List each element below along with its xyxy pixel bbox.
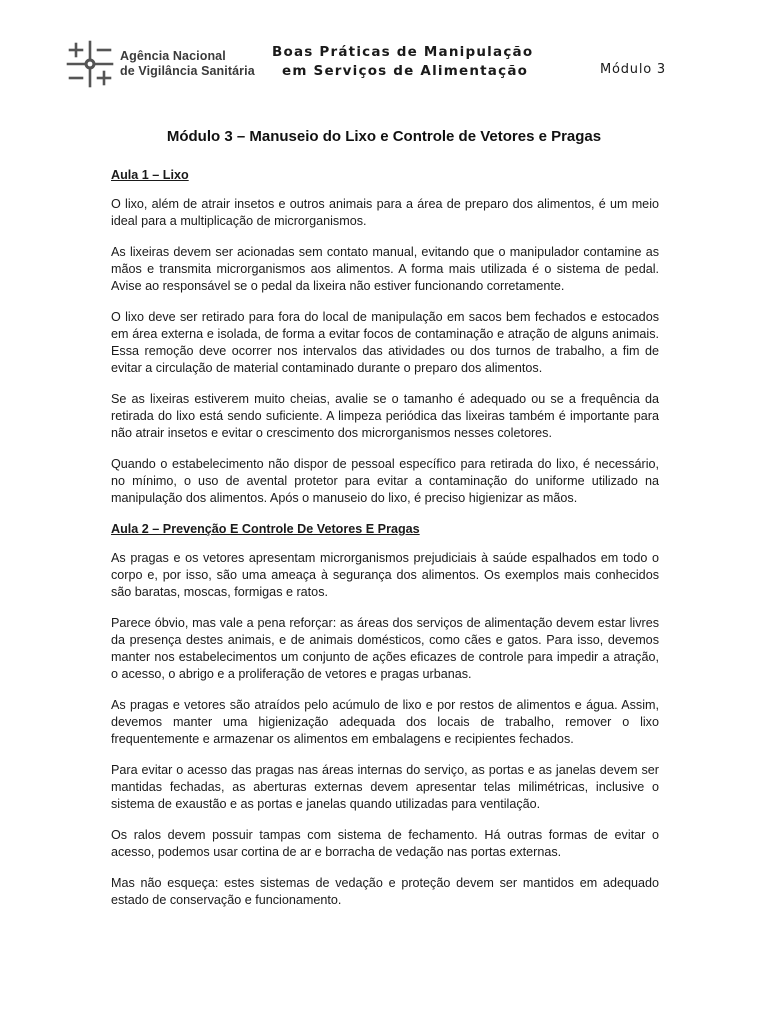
paragraph: Se as lixeiras estiverem muito cheias, avalie se o tamanho é adequado ou se a frequência da retirada do lixo está sendo suficiente. A limpeza periódica das lixeiras também é importante para não atrair insetos e evitar o crescimento dos microrganismos nesses coletores. bbox=[111, 392, 659, 440]
paragraph: Quando o estabelecimento não dispor de pessoal específico para retirada do lixo, é necessário, no mínimo, o uso de avental protetor para evitar a contaminação do uniforme utilizado na manipulação dos alimentos. Após o manuseio do lixo, é preciso higienizar as mãos. bbox=[111, 457, 659, 505]
paragraph: Para evitar o acesso das pragas nas áreas internas do serviço, as portas e as janelas devem ser mantidas fechadas, as aberturas externas devem apresentar telas milimétricas, inclusive o sistema de exaustão e as portas e janelas quando utilizadas para ventilação. bbox=[111, 763, 659, 811]
agency-line-2: de Vigilância Sanitária bbox=[120, 64, 255, 78]
agency-name bbox=[120, 49, 255, 79]
paragraph: As lixeiras devem ser acionadas sem contato manual, evitando que o manipulador contamine as mãos e transmita microrganismos aos alimentos. A forma mais utilizada é o sistema de pedal. Avise ao responsável se o pedal da lixeira não estiver funcionando corretamente. bbox=[111, 245, 659, 293]
anvisa-logo-icon bbox=[66, 40, 114, 88]
section-heading-aula-2: Aula 2 – Prevenção E Controle De Vetores E Pragas bbox=[111, 522, 420, 536]
document-body bbox=[111, 167, 659, 909]
module-tag: Módulo 3 bbox=[599, 62, 666, 77]
page-header bbox=[66, 40, 666, 90]
course-line-2: em Serviços de Alimentação bbox=[282, 63, 529, 79]
paragraph: As pragas e os vetores apresentam microrganismos prejudiciais à saúde espalhados em todo o corpo e, por isso, são uma ameaça à segurança dos alimentos. Os exemplos mais conhecidos são baratas, moscas, formigas e ratos. bbox=[111, 551, 659, 599]
paragraph: Parece óbvio, mas vale a pena reforçar: as áreas dos serviços de alimentação devem estar livres da presença destes animais, e de animais domésticos, como cães e gatos. Para isso, devemos manter nos estabelecimentos um conjunto de ações eficazes de controle para impedir a atração, o acesso, o abrigo e a proliferação de vetores e pragas urbanas. bbox=[111, 616, 659, 681]
course-title bbox=[272, 43, 533, 81]
paragraph: As pragas e vetores são atraídos pelo acúmulo de lixo e por restos de alimentos e água. Assim, devemos manter uma higienização adequada dos locais de trabalho, remover o lixo frequentemente e armazenar os alimentos em embalagens e recipientes fechados. bbox=[111, 698, 659, 746]
paragraph: Mas não esqueça: estes sistemas de vedação e proteção devem ser mantidos em adequado estado de conservação e funcionamento. bbox=[111, 876, 659, 907]
paragraph: Os ralos devem possuir tampas com sistema de fechamento. Há outras formas de evitar o acesso, podemos usar cortina de ar e borracha de vedação nas portas externas. bbox=[111, 828, 659, 859]
paragraph: O lixo deve ser retirado para fora do local de manipulação em sacos bem fechados e estocados em área externa e isolada, de forma a evitar focos de contaminação e atração de alguns animais. Essa remoção deve ocorrer nos intervalos das atividades ou dos turnos de trabalho, a fim de evitar a circulação de material contaminado durante o preparo dos alimentos. bbox=[111, 310, 659, 375]
section-heading-aula-1: Aula 1 – Lixo bbox=[111, 168, 189, 182]
paragraph: O lixo, além de atrair insetos e outros animais para a área de preparo dos alimentos, é um meio ideal para a multiplicação de microrganismos. bbox=[111, 197, 659, 228]
agency-line-1: Agência Nacional bbox=[120, 49, 226, 63]
course-line-1: Boas Práticas de Manipulação bbox=[272, 44, 534, 60]
document-title: Módulo 3 – Manuseio do Lixo e Controle de Vetores e Pragas bbox=[166, 128, 602, 145]
